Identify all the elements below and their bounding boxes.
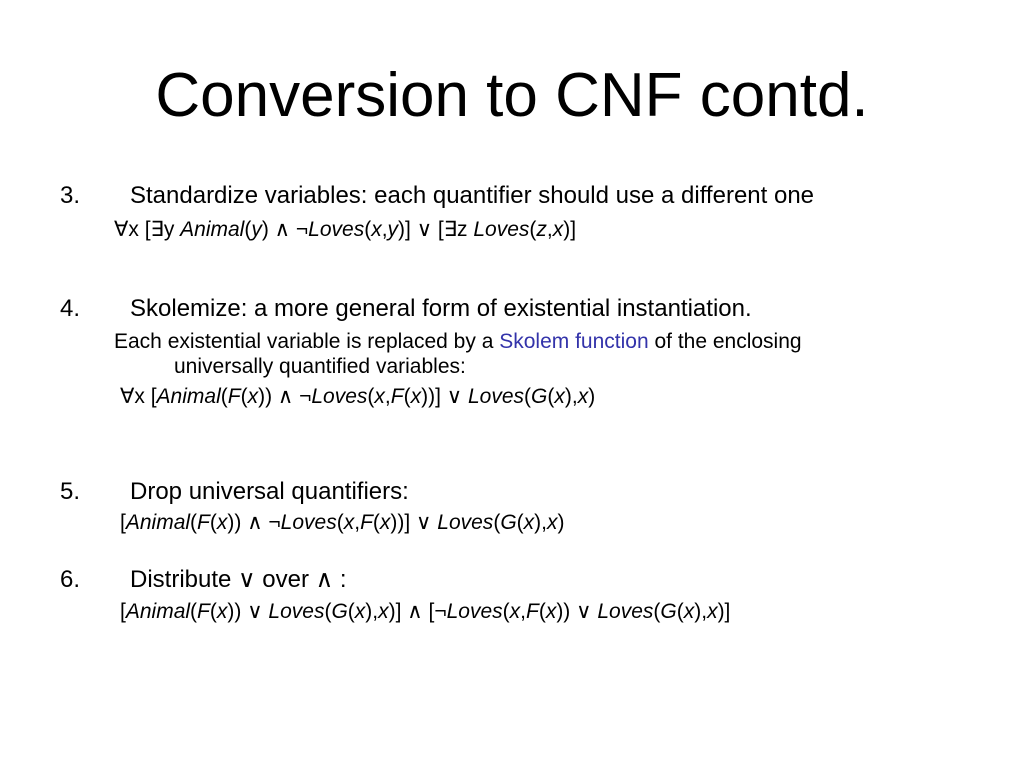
step-number: 5.	[60, 478, 81, 505]
step-number: 4.	[60, 295, 81, 322]
step-heading: Drop universal quantifiers:	[130, 478, 409, 505]
step-heading: Skolemize: a more general form of existential instantiation.	[130, 295, 752, 322]
skolem-function-link[interactable]: Skolem function	[499, 330, 649, 353]
step-heading: Distribute ∨ over ∧ :	[130, 566, 347, 593]
formula-skolemized	[120, 384, 595, 410]
formula-text: [Animal(F(x)) ∨ Loves(G(x),x)] ∧ [¬Loves(x,F(x)) ∨ Loves(G(x),x)]	[120, 600, 731, 623]
formula-text: [Animal(F(x)) ∧ ¬Loves(x,F(x))] ∨ Loves(G(x),x)	[120, 511, 565, 534]
formula-standardized	[114, 217, 576, 243]
formula-distributed	[120, 599, 730, 625]
formula-text: ∀x [∃y Animal(y) ∧ ¬Loves(x,y)] ∨ [∃z Loves(z,x)]	[114, 218, 577, 241]
description-line: Each existential variable is replaced by a Skolem function of the enclosing	[114, 330, 802, 353]
step-6	[60, 566, 347, 594]
formula-dropped-quantifiers	[120, 510, 564, 536]
step-3	[60, 182, 814, 210]
step-5	[60, 478, 409, 506]
description-line: universally quantified variables:	[174, 355, 466, 378]
step-number: 3.	[60, 182, 81, 209]
formula-text: ∀x [Animal(F(x)) ∧ ¬Loves(x,F(x))] ∨ Loves(G(x),x)	[120, 385, 596, 408]
step-number: 6.	[60, 566, 81, 593]
skolem-description	[114, 329, 802, 379]
step-heading: Standardize variables: each quantifier should use a different one	[130, 182, 815, 209]
slide-title: Conversion to CNF contd.	[155, 61, 869, 130]
step-4	[60, 295, 752, 323]
